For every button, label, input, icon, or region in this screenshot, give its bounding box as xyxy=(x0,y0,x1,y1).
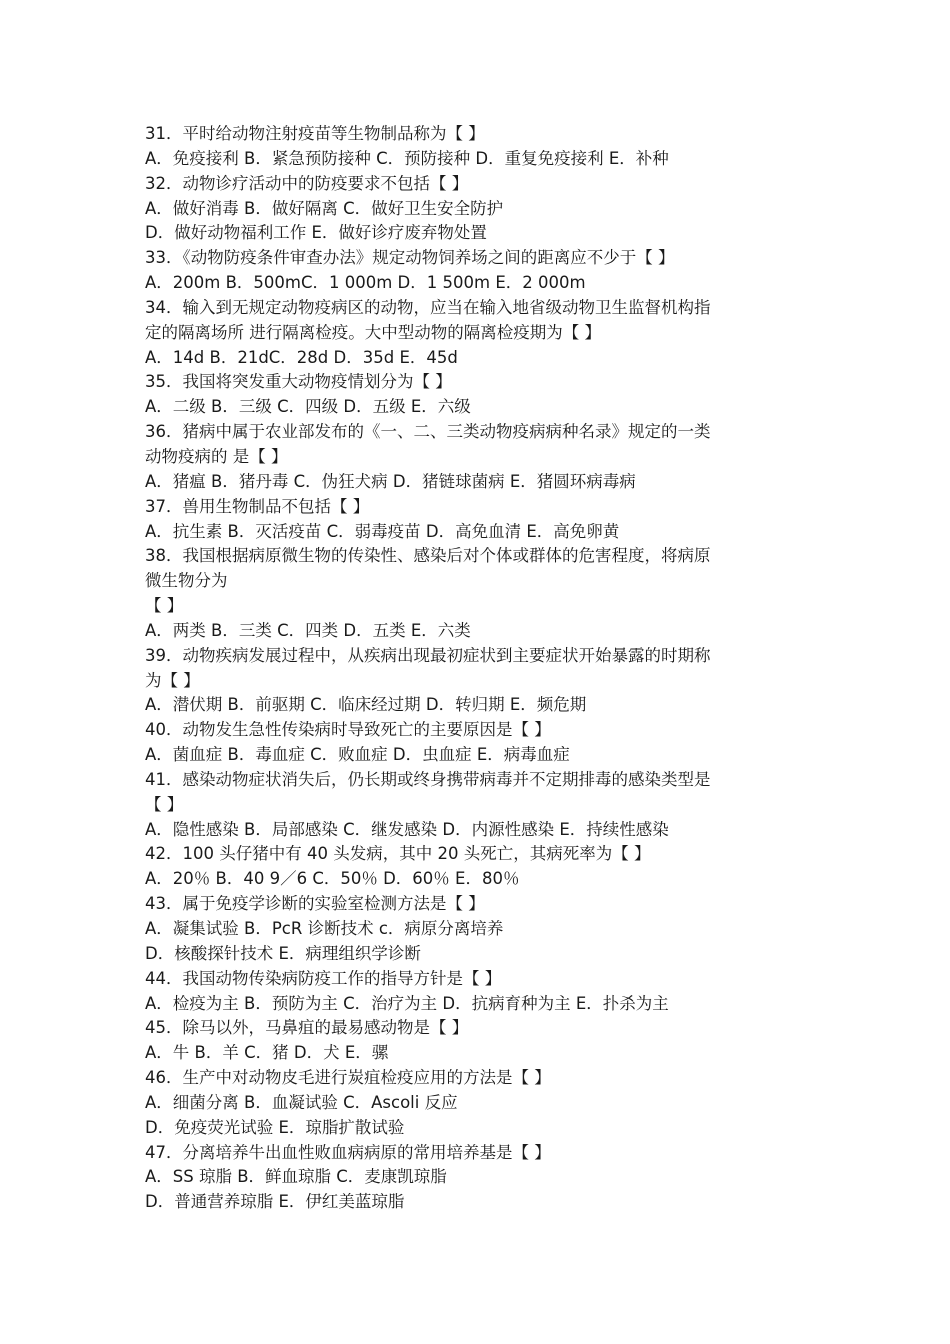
question-36-line-1: 36．猪病中属于农业部发布的《一、二、三类动物疫病病种名录》规定的一类 xyxy=(145,422,711,442)
options-45: A．牛 B．羊 C．猪 D．犬 E．骡 xyxy=(145,1043,389,1063)
question-41-line-1: 41．感染动物症状消失后，仍长期或终身携带病毒并不定期排毒的感染类型是 xyxy=(145,769,711,789)
question-34-line-2: 定的隔离场所 进行隔离检疫。大中型动物的隔离检疫期为【 】 xyxy=(145,322,601,342)
options-35: A．二级 B．三级 C．四级 D．五级 E．六级 xyxy=(145,397,471,417)
options-47-line-1: A．SS 琼脂 B．鲜血琼脂 C．麦康凯琼脂 xyxy=(145,1167,447,1187)
options-46-line-1: A．细菌分离 B．血凝试验 C．Ascoli 反应 xyxy=(145,1092,458,1112)
options-34: A．14d B．21dC．28d D．35d E．45d xyxy=(145,347,458,367)
options-43-line-2: D．核酸探针技术 E．病理组织学诊断 xyxy=(145,943,421,963)
question-45: 45．除马以外，马鼻疽的最易感动物是【 】 xyxy=(145,1018,469,1038)
options-40: A．菌血症 B．毒血症 C．败血症 D．虫血症 E．病毒血症 xyxy=(145,745,570,765)
question-35: 35．我国将突发重大动物疫情划分为【 】 xyxy=(145,372,452,392)
question-33: 33．《动物防疫条件审查办法》规定动物饲养场之间的距离应不少于【 】 xyxy=(145,248,675,268)
question-31: 31．平时给动物注射疫苗等生物制品称为【 】 xyxy=(145,124,485,143)
options-41: A．隐性感染 B．局部感染 C．继发感染 D．内源性感染 E．持续性感染 xyxy=(145,819,669,839)
options-37: A．抗生素 B．灭活疫苗 C．弱毒疫苗 D．高免血清 E．高免卵黄 xyxy=(145,521,620,541)
question-36-line-2: 动物疫病的 是【 】 xyxy=(145,446,288,466)
options-33: A．200m B．500mC．1 000m D．1 500m E．2 000m xyxy=(145,273,586,293)
options-32-line-2: D．做好动物福利工作 E．做好诊疗废弃物处置 xyxy=(145,223,487,243)
options-36: A．猪瘟 B．猪丹毒 C．伪狂犬病 D．猪链球菌病 E．猪圆环病毒病 xyxy=(145,471,636,491)
question-32: 32．动物诊疗活动中的防疫要求不包括【 】 xyxy=(145,173,469,193)
question-42: 42．100 头仔猪中有 40 头发病，其中 20 头死亡，其病死率为【 】 xyxy=(145,844,651,864)
question-40: 40．动物发生急性传染病时导致死亡的主要原因是【 】 xyxy=(145,720,551,740)
options-46-line-2: D．免疫荧光试验 E．琼脂扩散试验 xyxy=(145,1117,405,1137)
question-37: 37．兽用生物制品不包括【 】 xyxy=(145,496,370,516)
question-41-line-2: 【 】 xyxy=(145,794,184,814)
question-47: 47．分离培养牛出血性败血病病原的常用培养基是【 】 xyxy=(145,1142,551,1162)
options-42: A．20％ B．40 9／6 C．50％ D．60％ E．80％ xyxy=(145,869,520,889)
question-34-line-1: 34．输入到无规定动物疫病区的动物，应当在输入地省级动物卫生监督机构指 xyxy=(145,297,711,317)
options-47-line-2: D．普通营养琼脂 E．伊红美蓝琼脂 xyxy=(145,1192,405,1212)
question-39-line-2: 为【 】 xyxy=(145,670,200,690)
options-31: A．免疫接利 B．紧急预防接种 C．预防接种 D．重复免疫接利 E．补种 xyxy=(145,148,669,168)
options-43-line-1: A．凝集试验 B．PcR 诊断技术 c．病原分离培养 xyxy=(145,919,504,938)
options-38: A．两类 B．三类 C．四类 D．五类 E．六类 xyxy=(145,620,471,640)
question-38-line-1: 38．我国根据病原微生物的传染性、感染后对个体或群体的危害程度，将病原 xyxy=(145,546,711,566)
question-38-line-3: 【 】 xyxy=(145,596,184,616)
options-44: A．检疫为主 B．预防为主 C．治疗为主 D．抗病育种为主 E．扑杀为主 xyxy=(145,993,669,1013)
question-43: 43．属于免疫学诊断的实验室检测方法是【 】 xyxy=(145,894,485,914)
question-46: 46．生产中对动物皮毛进行炭疽检疫应用的方法是【 】 xyxy=(145,1068,551,1088)
options-39: A．潜伏期 B．前驱期 C．临床经过期 D．转归期 E．频危期 xyxy=(145,695,587,715)
question-38-line-2: 微生物分为 xyxy=(145,571,228,591)
question-39-line-1: 39．动物疾病发展过程中，从疾病出现最初症状到主要症状开始暴露的时期称 xyxy=(145,645,711,665)
exam-page xyxy=(145,122,825,1215)
question-44: 44．我国动物传染病防疫工作的指导方针是【 】 xyxy=(145,968,502,988)
options-32-line-1: A．做好消毒 B．做好隔离 C．做好卫生安全防护 xyxy=(145,198,504,218)
